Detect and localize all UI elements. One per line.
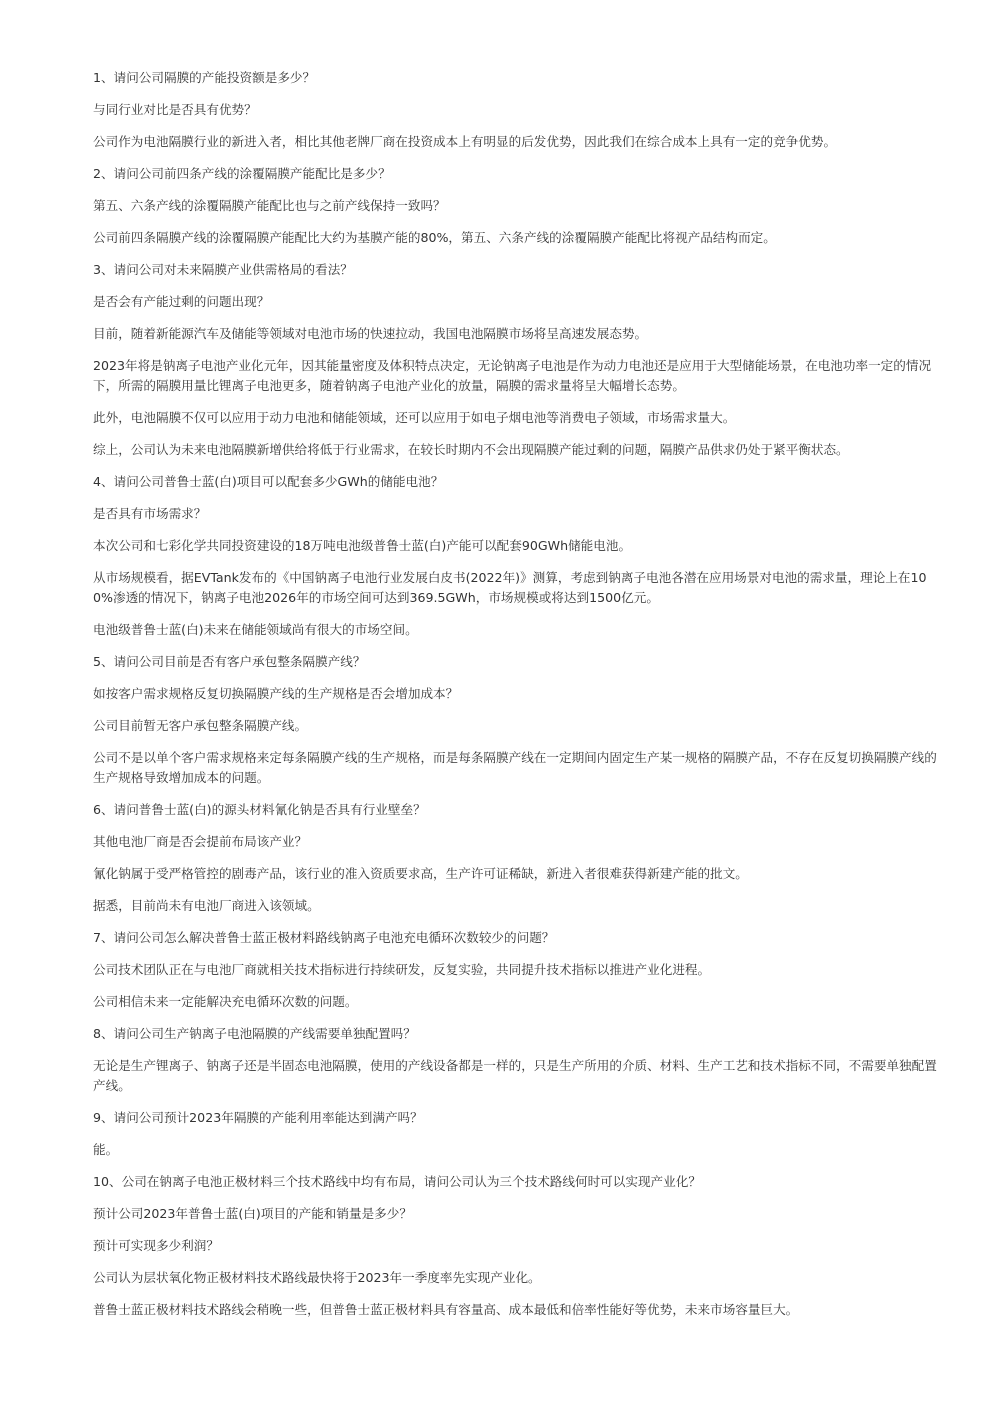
question-8: 8、请问公司生产钠离子电池隔膜的产线需要单独配置吗？ (93, 1026, 416, 1041)
answer-9: 能。 (93, 1142, 119, 1157)
question-1-followup: 与同行业对比是否具有优势？ (93, 102, 257, 117)
question-6-followup: 其他电池厂商是否会提前布局该产业？ (93, 834, 308, 849)
question-7: 7、请问公司怎么解决普鲁士蓝正极材料路线钠离子电池充电循环次数较少的问题？ (93, 930, 555, 945)
answer-4-part-2: 从市场规模看，据EVTank发布的《中国钠离子电池行业发展白皮书(2022年)》测算，考虑到钠离子电池各潜在应用场景对电池的需求量，理论上在100%渗透的情况下，钠离子电池2026年的市场空间可达到369.5GWh，市场规模或将达到1500亿元。 (93, 570, 927, 605)
answer-7-part-2: 公司相信未来一定能解决充电循环次数的问题。 (93, 994, 358, 1009)
question-5: 5、请问公司目前是否有客户承包整条隔膜产线？ (93, 654, 366, 669)
question-4-followup: 是否具有市场需求？ (93, 506, 207, 521)
question-2-followup: 第五、六条产线的涂覆隔膜产能配比也与之前产线保持一致吗？ (93, 198, 446, 213)
answer-4-part-1: 本次公司和七彩化学共同投资建设的18万吨电池级普鲁士蓝(白)产能可以配套90GWh储能电池。 (93, 538, 632, 553)
question-10-followup-1: 预计公司2023年普鲁士蓝(白)项目的产能和销量是多少？ (93, 1206, 412, 1221)
answer-7-part-1: 公司技术团队正在与电池厂商就相关技术指标进行持续研发，反复实验，共同提升技术指标以推进产业化进程。 (93, 962, 711, 977)
question-1: 1、请问公司隔膜的产能投资额是多少？ (93, 70, 316, 85)
question-6: 6、请问普鲁士蓝(白)的源头材料氰化钠是否具有行业壁垒？ (93, 802, 426, 817)
answer-4-part-3: 电池级普鲁士蓝(白)未来在储能领域尚有很大的市场空间。 (93, 622, 418, 637)
question-2: 2、请问公司前四条产线的涂覆隔膜产能配比是多少？ (93, 166, 391, 181)
question-9: 9、请问公司预计2023年隔膜的产能利用率能达到满产吗？ (93, 1110, 423, 1125)
answer-5-part-2: 公司不是以单个客户需求规格来定每条隔膜产线的生产规格，而是每条隔膜产线在一定期间内固定生产某一规格的隔膜产品，不存在反复切换隔膜产线的生产规格导致增加成本的问题。 (93, 750, 937, 785)
document-body (93, 68, 945, 1332)
question-3: 3、请问公司对未来隔膜产业供需格局的看法？ (93, 262, 353, 277)
answer-6-part-2: 据悉，目前尚未有电池厂商进入该领域。 (93, 898, 320, 913)
question-3-followup: 是否会有产能过剩的问题出现？ (93, 294, 270, 309)
answer-6-part-1: 氰化钠属于受严格管控的剧毒产品，该行业的准入资质要求高，生产许可证稀缺，新进入者很难获得新建产能的批文。 (93, 866, 748, 881)
answer-5-part-1: 公司目前暂无客户承包整条隔膜产线。 (93, 718, 308, 733)
answer-8: 无论是生产锂离子、钠离子还是半固态电池隔膜，使用的产线设备都是一样的，只是生产所用的介质、材料、生产工艺和技术指标不同，不需要单独配置产线。 (93, 1058, 937, 1093)
answer-10-part-2: 普鲁士蓝正极材料技术路线会稍晚一些，但普鲁士蓝正极材料具有容量高、成本最低和倍率性能好等优势，未来市场容量巨大。 (93, 1302, 799, 1317)
answer-3-part-3: 此外，电池隔膜不仅可以应用于动力电池和储能领域，还可以应用于如电子烟电池等消费电子领域，市场需求量大。 (93, 410, 736, 425)
answer-3-part-1: 目前，随着新能源汽车及储能等领域对电池市场的快速拉动，我国电池隔膜市场将呈高速发展态势。 (93, 326, 648, 341)
answer-2: 公司前四条隔膜产线的涂覆隔膜产能配比大约为基膜产能的80%，第五、六条产线的涂覆隔膜产能配比将视产品结构而定。 (93, 230, 776, 245)
answer-3-part-2: 2023年将是钠离子电池产业化元年，因其能量密度及体积特点决定，无论钠离子电池是作为动力电池还是应用于大型储能场景，在电池功率一定的情况下，所需的隔膜用量比锂离子电池更多，随着钠离子电池产业化的放量，隔膜的需求量将呈大幅增长态势。 (93, 358, 932, 393)
question-4: 4、请问公司普鲁士蓝(白)项目可以配套多少GWh的储能电池？ (93, 474, 444, 489)
answer-1: 公司作为电池隔膜行业的新进入者，相比其他老牌厂商在投资成本上有明显的后发优势，因此我们在综合成本上具有一定的竞争优势。 (93, 134, 837, 149)
question-10: 10、公司在钠离子电池正极材料三个技术路线中均有布局，请问公司认为三个技术路线何时可以实现产业化？ (93, 1174, 701, 1189)
question-5-followup: 如按客户需求规格反复切换隔膜产线的生产规格是否会增加成本？ (93, 686, 459, 701)
answer-3-part-4: 综上，公司认为未来电池隔膜新增供给将低于行业需求，在较长时期内不会出现隔膜产能过剩的问题，隔膜产品供求仍处于紧平衡状态。 (93, 442, 849, 457)
answer-10-part-1: 公司认为层状氧化物正极材料技术路线最快将于2023年一季度率先实现产业化。 (93, 1270, 541, 1285)
question-10-followup-2: 预计可实现多少利润？ (93, 1238, 219, 1253)
